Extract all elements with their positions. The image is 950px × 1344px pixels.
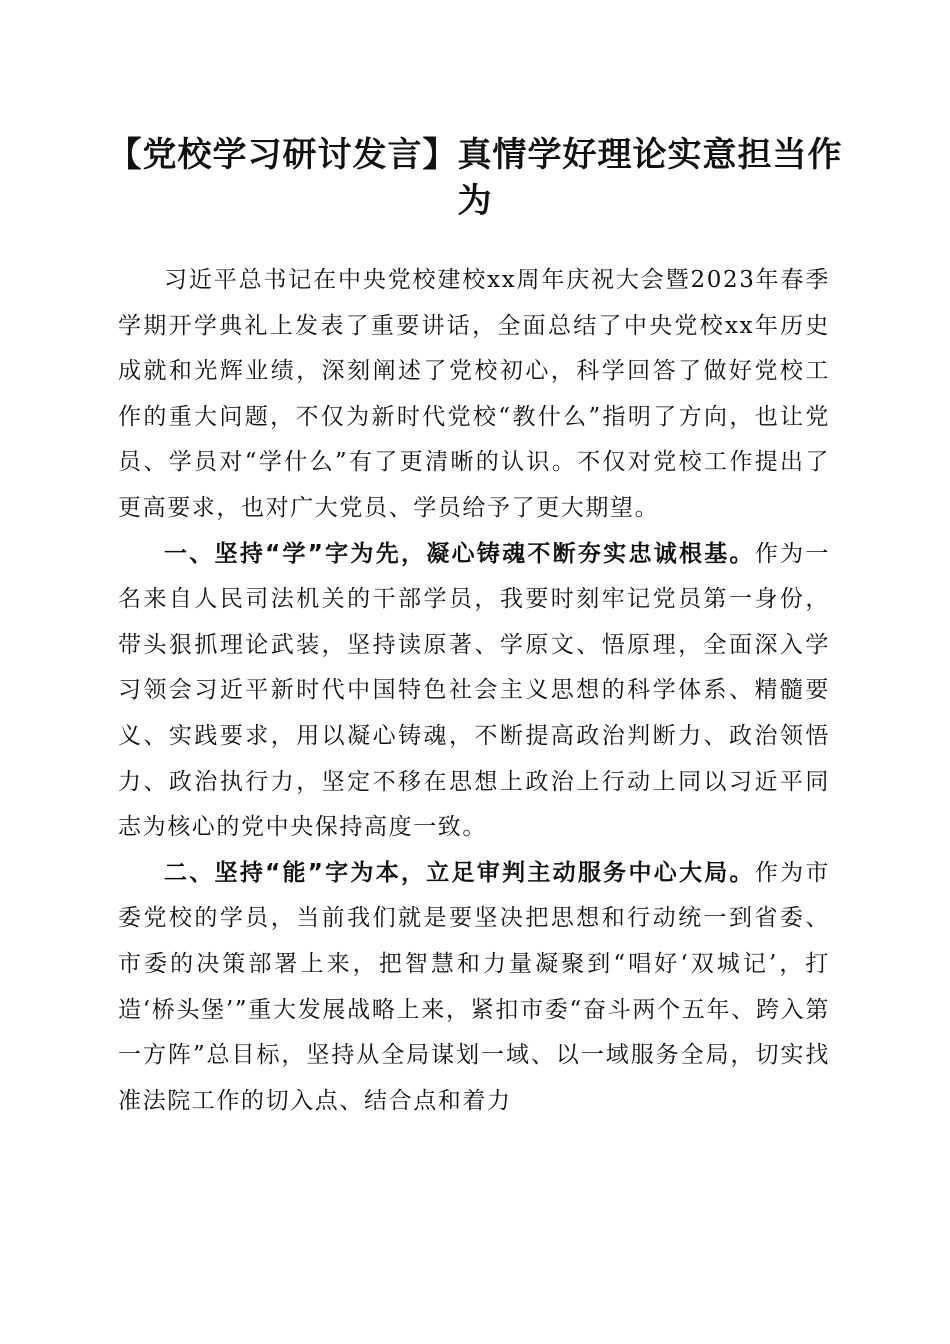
- intro-paragraph-text: 习近平总书记在中央党校建校xx周年庆祝大会暨2023年春季学期开学典礼上发表了重要讲话，全面总结了中央党校xx年历史成就和光辉业绩，深刻阐述了党校初心，科学回答了做好党校工作的重大问题，不仅为新时代党校“教什么”指明了方向，也让党员、学员对“学什么”有了更清晰的认识。不仅对党校工作提出了更高要求，也对广大党员、学员给予了更大期望。: [118, 267, 830, 521]
- document-body: [118, 258, 830, 1124]
- intro-paragraph: [118, 258, 830, 532]
- document-title: 【党校学习研讨发言】真情学好理论实意担当作为: [107, 135, 843, 221]
- section-two-text: 作为市委党校的学员，当前我们就是要坚决把思想和行动统一到省委、市委的决策部署上来，把智慧和力量凝聚到“唱好‘双城记’，打造‘桥头堡’”重大发展战略上来，紧扣市委“奋斗两个五年、跨入第一方阵”总目标，坚持从全局谋划一域、以一域服务全局，切实找准法院工作的切入点、结合点和着力: [118, 859, 830, 1114]
- section-one-paragraph: [118, 532, 830, 851]
- section-one-text: 作为一名来自人民司法机关的干部学员，我要时刻牢记党员第一身份，带头狠抓理论武装，坚持读原著、学原文、悟原理，全面深入学习领会习近平新时代中国特色社会主义思想的科学体系、精髓要义、实践要求，用以凝心铸魂，不断提高政治判断力、政治领悟力、政治执行力，坚定不移在思想上政治上行动上同以习近平同志为核心的党中央保持高度一致。: [118, 540, 830, 841]
- section-two-heading: 二、坚持“能”字为本，立足审判主动服务中心大局。: [164, 859, 755, 886]
- section-two-paragraph: [118, 851, 830, 1125]
- section-one-heading: 一、坚持“学”字为先，凝心铸魂不断夯实忠诚根基。: [164, 540, 755, 567]
